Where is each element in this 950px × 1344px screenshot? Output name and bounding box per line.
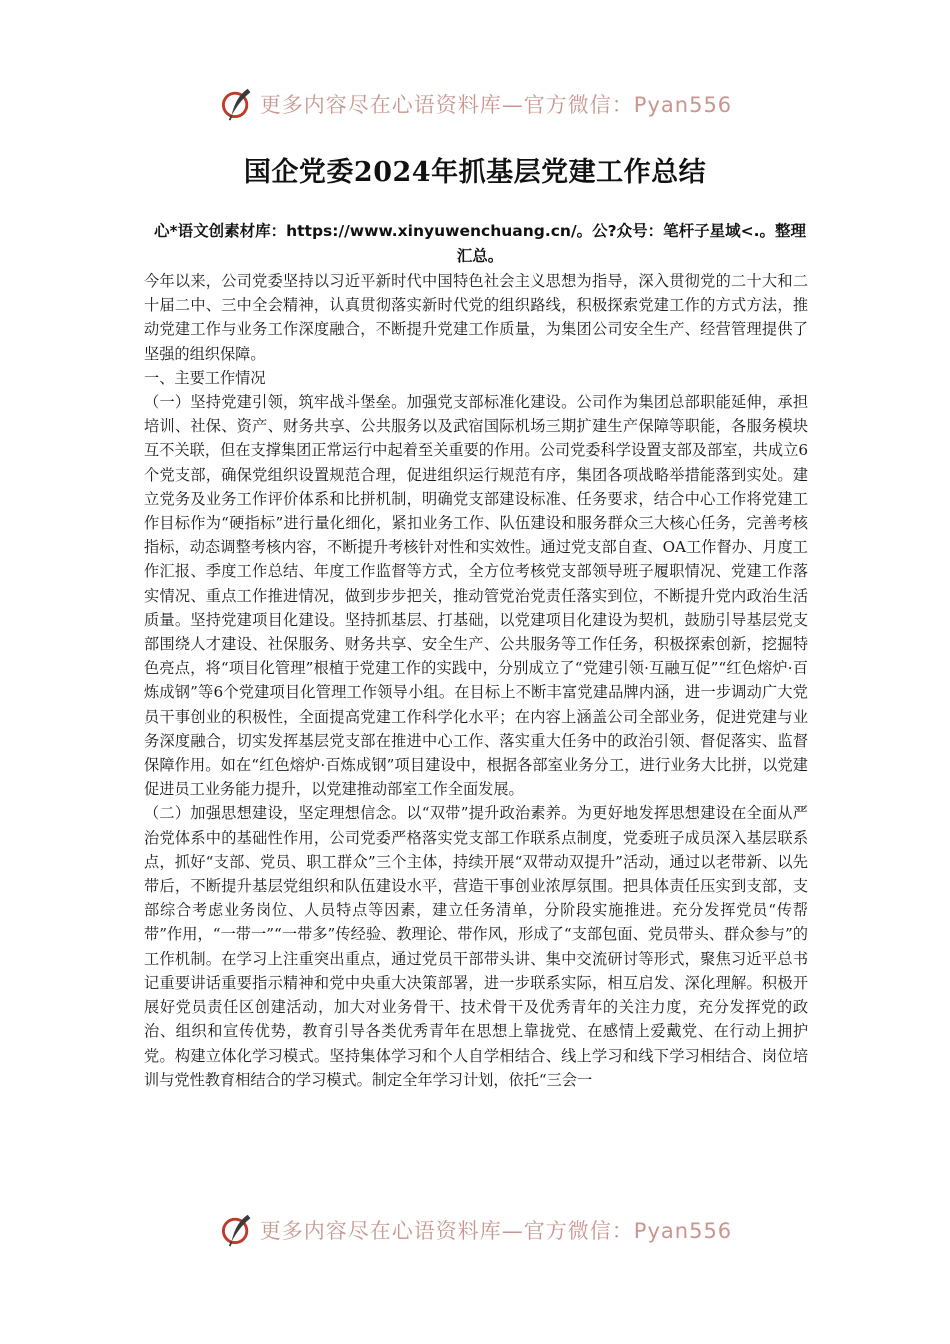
header-watermark-banner [0,80,950,128]
quill-logo-icon [218,1212,254,1248]
section-heading: 一、主要工作情况 [144,368,266,387]
banner-text: 更多内容尽在心语资料库—官方微信：Pyan556 [259,1219,733,1243]
document-body [144,269,808,1092]
document-title: 国企党委2024年抓基层党建工作总结 [243,157,707,188]
body-paragraph: （二）加强思想建设，坚定理想信念。以“双带”提升政治素养。为更好地发挥思想建设在全面从严治党体系中的基础性作用，公司党委严格落实党支部工作联系点制度，党委班子成员深入基层联系点，抓好“支部、党员、职工群众”三个主体，持续开展“双带动双提升”活动，通过以老带新、以先带后，不断提升基层党组织和队伍建设水平，营造干事创业浓厚氛围。把具体责任压实到支部，支部综合考虑业务岗位、人员特点等因素，建立任务清单，分阶段实施推进。充分发挥党员“传帮带”作用，“一带一”“一带多”传经验、教理论、带作风，形成了“支部包面、党员带头、群众参与”的工作机制。在学习上注重突出重点，通过党员干部带头讲、集中交流研讨等形式，聚焦习近平总书记重要讲话重要指示精神和党中央重大决策部署，进一步联系实际，相互启发、深化理解。积极开展好党员责任区创建活动，加大对业务骨干、技术骨干及优秀青年的关注力度，充分发挥党的政治、组织和宣传优势，教育引导各类优秀青年在思想上靠拢党、在感情上爱戴党、在行动上拥护党。构建立体化学习模式。坚持集体学习和个人自学相结合、线上学习和线下学习相结合、岗位培训与党性教育相结合的学习模式。制定全年学习计划，依托“三会一 [144,804,808,1089]
intro-paragraph: 今年以来，公司党委坚持以习近平新时代中国特色社会主义思想为指导，深入贯彻党的二十大和二十届二中、三中全会精神，认真贯彻落实新时代党的组织路线，积极探索党建工作的方式方法，推动党建工作与业务工作深度融合，不断提升党建工作质量，为集团公司安全生产、经营管理提供了坚强的组织保障。 [144,272,808,363]
source-line: 心*语文创素材库：https://www.xinyuwenchuang.cn/。公?众号：笔杆子星域<.。整理汇总。 [154,222,806,265]
quill-logo-icon [218,86,254,122]
banner-text: 更多内容尽在心语资料库—官方微信：Pyan556 [259,93,733,117]
footer-watermark-banner [0,1206,950,1254]
body-paragraph: （一）坚持党建引领，筑牢战斗堡垒。加强党支部标准化建设。公司作为集团总部职能延伸，承担培训、社保、资产、财务共享、公共服务以及武宿国际机场三期扩建生产保障等职能，各服务模块互不关联，但在支撑集团正常运行中起着至关重要的作用。公司党委科学设置支部及部室，共成立6个党支部，确保党组织设置规范合理，促进组织运行规范有序，集团各项战略举措能落到实处。建立党务及业务工作评价体系和比拼机制，明确党支部建设标准、任务要求，结合中心工作将党建工作目标作为“硬指标”进行量化细化，紧扣业务工作、队伍建设和服务群众三大核心任务，完善考核指标，动态调整考核内容，不断提升考核针对性和实效性。通过党支部自查、OA工作督办、月度工作汇报、季度工作总结、年度工作监督等方式，全方位考核党支部领导班子履职情况、党建工作落实情况、重点工作推进情况，做到步步把关，推动管党治党责任落实到位，不断提升党内政治生活质量。坚持党建项目化建设。坚持抓基层、打基础，以党建项目化建设为契机，鼓励引导基层党支部围绕人才建设、社保服务、财务共享、安全生产、公共服务等工作任务，积极探索创新，挖掘特色亮点，将“项目化管理”根植于党建工作的实践中，分别成立了“党建引领·互融互促”“红色熔炉·百炼成钢”等6个党建项目化管理工作领导小组。在目标上不断丰富党建品牌内涵，进一步调动广大党员干事创业的积极性，全面提高党建工作科学化水平；在内容上涵盖公司全部业务，促进党建与业务深度融合，切实发挥基层党支部在推进中心工作、落实重大任务中的政治引领、督促落实、监督保障作用。如在“红色熔炉·百炼成钢”项目建设中，根据各部室业务分工，进行业务大比拼，以党建促进员工业务能力提升，以党建推动部室工作全面发展。 [144,393,808,799]
